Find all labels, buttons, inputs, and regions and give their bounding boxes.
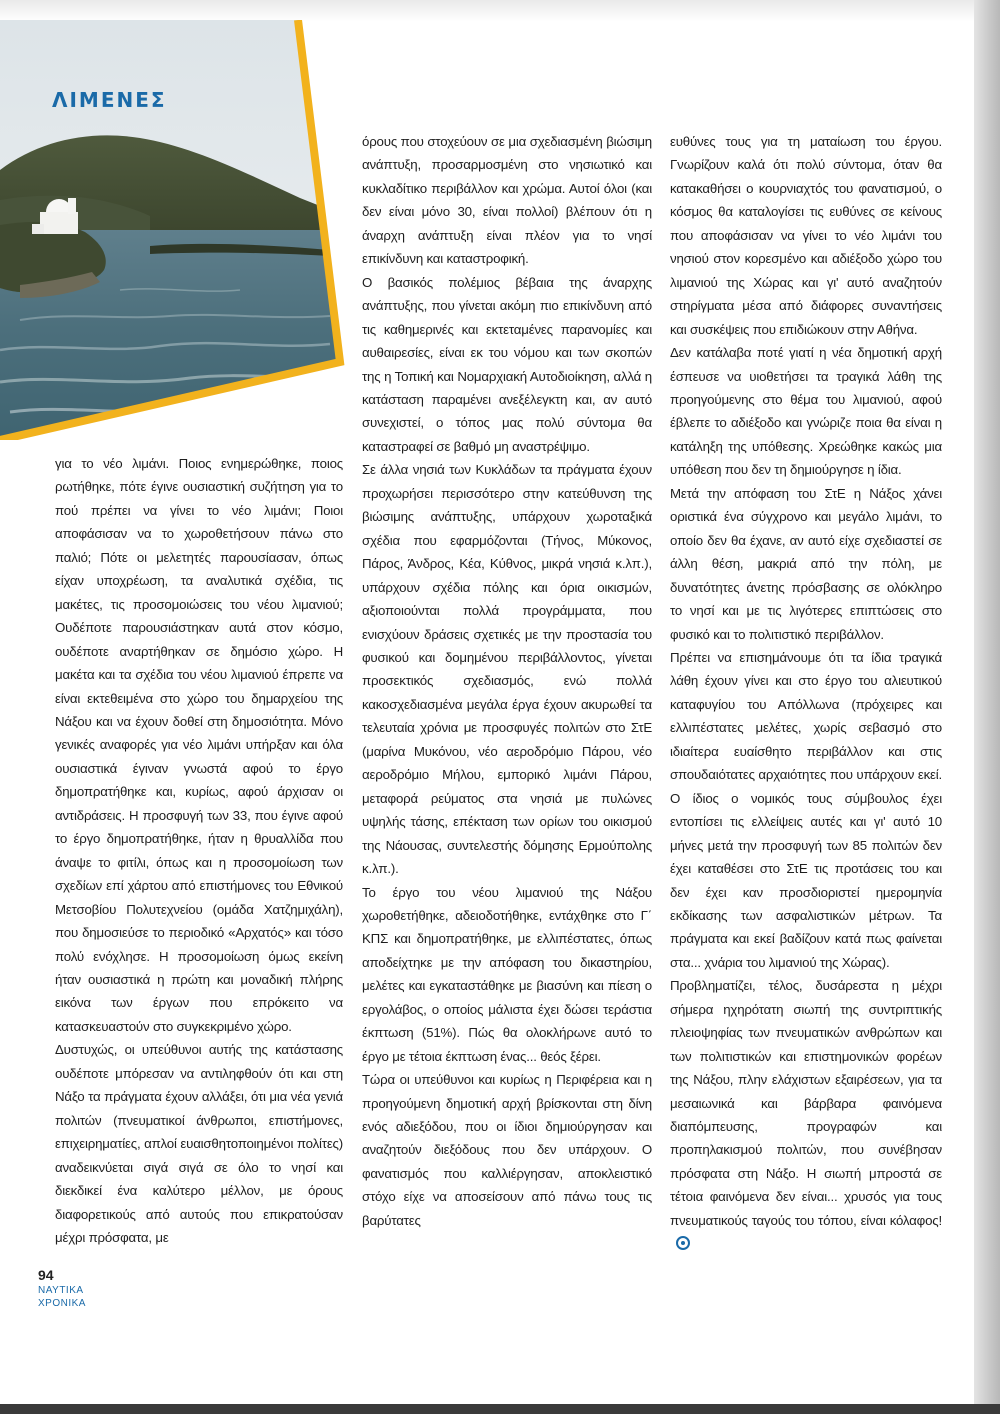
magazine-name-line-1: ΝΑΥΤΙΚΑ — [38, 1285, 84, 1296]
paragraph: ευθύνες τους για τη ματαίωση του έργου. Γνωρίζουν καλά ότι πολύ σύντομα, όταν θα κατακαθήσει ο κουρνιαχτός του φανατισμού, ο κόσμος θα καταλογίσει τις ευθύνες σε κείνους που αποφάσισαν να γίνει το νέο λιμάνι του νησιού στον κορεσμένο και αδιέξοδο χώρο του λιμανιού της Χώρας και γι' αυτό αναζητούν στηρίγματα μέσα από διάφορες συναντήσεις και συσκέψεις που επιδιώκουν στην Αθήνα. — [670, 134, 942, 337]
last-paragraph — [670, 974, 942, 1255]
paragraph: Τώρα οι υπεύθυνοι και κυρίως η Περιφέρεια και η προηγούμενη δημοτική αρχή βρίσκονται στη δίνη ενός αδιεξόδου, που οι ίδιοι δημιούργησαν και αναζητούν διεξόδους που δεν υπάρχουν. Ο φανατισμός που καλλιέργησαν, αποκλειστικό στόχο είχε να αποσείσουν από πάνω τους τις βαρύτατες — [362, 1072, 652, 1228]
paragraph: Δεν κατάλαβα ποτέ γιατί η νέα δημοτική αρχή έσπευσε να υιοθετήσει τα τραγικά λάθη της προηγούμενης στο θέμα του λιμανιού, αφού έβλεπε το αδιέξοδο και γνώριζε ποια θα είναι η κατάληξη της υπόθεσης. Χρεώθηκε κακώς μια υπόθεση που δεν τη δημιούργησε η ίδια. — [670, 345, 942, 478]
page-top-shadow — [0, 0, 1000, 22]
paragraph: όρους που στοχεύουν σε μια σχεδιασμένη βιώσιμη ανάπτυξη, προσαρμοσμένη στο νησιωτικό και κυκλαδίτικο περιβάλλον και χρώμα. Αυτοί όλοι (και δεν είναι μόνο 30, είναι πολλοί) βλέπουν ότι η άναρχη ανάπτυξη είναι πλέον για το νησί επικίνδυνη και καταστροφική. — [362, 134, 652, 267]
circle-dot-icon — [676, 1236, 690, 1250]
article-column-2 — [362, 130, 652, 1232]
paragraph: Μετά την απόφαση του ΣτΕ η Νάξος χάνει οριστικά ένα σύγχρονο και μεγάλο λιμάνι, το οποίο δεν θα έχανε, αν αυτό είχε σχεδιαστεί σε άλλη θέση, μακριά από την πόλη, με δυνατότητες άνετης πρόσβασης σε ολόκληρο το νησί και με τις λιγότερες επιπτώσεις στο φυσικό και το πολιτιστικό περιβάλλον. — [670, 485, 942, 642]
paragraph: για το νέο λιμάνι. Ποιος ενημερώθηκε, ποιος ρωτήθηκε, πότε έγινε ουσιαστική συζήτηση για το πού πρέπει να γίνει το νέο λιμάνι; Ποιοι αποφάσισαν να το χωροθετήσουν πάνω στο παλιό; Πότε οι μελετητές παρουσίασαν, όπως είχαν υποχρέωση, τα αναλυτικά σχέδια, τις μακέτες, τις προσομοιώσεις του νέου λιμανιού; Ουδέποτε παρουσιάστηκαν αυτά στον κόσμο, ουδέποτε αναρτήθηκαν σε δημόσιο χώρο. Η μακέτα και τα σχέδια του νέου λιμανιού έπρεπε να είναι εκτεθειμένα στο χώρο του δημαρχείου της Νάξου και να έχουν δοθεί στη δημοσιότητα. Μόνο γενικές αναφορές για νέο λιμάνι υπήρξαν και όλα ουσιαστικά έγιναν γνωστά αφού το έργο δημοπρατήθηκε και, κυρίως, αφού άρχισαν οι αντιδράσεις. Η προσφυγή των 33, που έγινε αφού το έργο δημοπρατήθηκε, ήταν η θρυαλλίδα που άναψε το φιτίλι, όπως και η προσομοίωση των σχεδίων επί χάρτου από επιστήμονες του Εθνικού Μετσοβίου Πολυτεχνείου (ομάδα Χατζημιχάλη), που δημοσιεύσε το περιοδικό «Αρχατός» και τόσο πολύ ενόχλησε. Η προσομοίωση όμως εκείνη ήταν ουσιαστικά η πρώτη και μοναδική πλήρης εικόνα των έργων που επρόκειτο να κατασκευαστούν στο συγκεκριμένο χώρο. — [55, 456, 343, 1034]
article-column-1 — [55, 452, 343, 1249]
paragraph-text: Προβληματίζει, τέλος, δυσάρεστα η μέχρι σήμερα ηχηρότατη σιωπή της συντριπτικής πλειοψηφίας των πνευματικών ανθρώπων και των πολιτιστικών και επιστημονικών φορέων της Νάξου, πλην ελάχιστων εξαιρέσεων, για τα μεσαιωνικά και βάρβαρα φαινόμενα διαπόμπευσης, προγραφών και προπηλακισμού πολιτών, που συνέβησαν πρόσφατα στη Νάξο. Η σιωπή μπροστά σε τέτοια φαινόμενα δεν είναι... χρυσός για τους πνευματικούς ταγούς του τόπου, είναι κόλαφος! — [670, 978, 942, 1228]
magazine-name-line-2: ΧΡΟΝΙΚΑ — [38, 1298, 86, 1309]
paragraph: Δυστυχώς, οι υπεύθυνοι αυτής της κατάστασης ουδέποτε μπόρεσαν να αντιληφθούν ότι και στη Νάξο τα πράγματα έχουν αλλάξει, ότι μια νέα γενιά πολιτών (πνευματικοί άνθρωποι, επιστήμονες, επιχειρηματίες, απλοί ευαισθητοποιημένοι πολίτες) αναδεικνύεται σιγά σιγά σε όλο το νησί και διεκδικεί ένα καλύτερο μέλλον, με όρους διαφορετικούς από αυτούς που επικρατούσαν μέχρι πρόσφατα, με — [55, 1042, 343, 1245]
page-number: 94 — [38, 1267, 54, 1283]
article-column-3 — [670, 130, 942, 1256]
page-edge-shadow — [974, 0, 1000, 1414]
coastline-photo — [0, 20, 360, 440]
paragraph: Σε άλλα νησιά των Κυκλάδων τα πράγματα έχουν προχωρήσει περισσότερο στην κατεύθυνση της βιώσιμης ανάπτυξης, υπάρχουν χωροταξικά σχέδια που εφαρμόζονται (Τήνος, Μύκονος, Πάρος, Άνδρος, Κέα, Κύθνος, μικρά νησιά κ.λπ.), υπάρχουν σχέδια πόλης και όρια οικισμών, αξιοποιούνται πολλά προγράμματα, που ενισχύουν δράσεις σχετικές με την προστασία του φυσικού και δομημένου περιβάλλοντος, γίνεται προσεκτικός σχεδιασμός, ενώ πολλά κακοσχεδιασμένα μεγάλα έργα έχουν ακυρωθεί τα τελευταία χρόνια με προσφυγές πολιτών στο ΣτΕ (μαρίνα Μυκόνου, νέο αεροδρόμιο Πάρου, νέο αεροδρόμιο Μήλου, εμπορικό λιμάνι Πάρου, μεταφορά ρεύματος στα νησιά με πυλώνες υψηλής τάσης, επέκταση των ορίων του οικισμού της Νάουσας, συντελεστής δόμησης Ερμούπολης κ.λπ.). — [362, 462, 652, 877]
paragraph: Το έργο του νέου λιμανιού της Νάξου χωροθετήθηκε, αδειοδοτήθηκε, εντάχθηκε στο Γ΄ ΚΠΣ και δημοπρατήθηκε, με ελλιπέστατες, όπως αποδείχτηκε με την απόφαση του δικαστηρίου, μελέτες και εγκαταστάθηκε με βιασύνη και πίεση ο εργολάβος, ο οποίος μάλιστα έχει δώσει τεράστια έκπτωση (51%). Πώς θα ολοκλήρωνε αυτό το έργο με τέτοια έκπτωση ένας... θεός ξέρει. — [362, 884, 652, 1064]
bottom-edge-bar — [0, 1404, 1000, 1414]
coastline-photo-graphic — [0, 20, 360, 440]
section-title: ΛΙΜΕΝΕΣ — [52, 88, 167, 112]
page-footer — [38, 1267, 86, 1309]
paragraph: Ο βασικός πολέμιος βέβαια της άναρχης ανάπτυξης, που γίνεται ακόμη πιο επικίνδυνη από τις καθημερινές και εκτεταμένες παρανομίες και αυθαιρεσίες, είναι εκ του νόμου και των σκοπών της η Τοπική και Νομαρχιακή Αυτοδιοίκηση, αλλά η κατάσταση παραμένει ανεξέλεγκτη και, αν αυτό συνεχιστεί, ο τόπος μας πολύ σύντομα θα καταστραφεί σε βαθμό μη αναστρέψιμο. — [362, 274, 652, 454]
paragraph: Πρέπει να επισημάνουμε ότι τα ίδια τραγικά λάθη έχουν γίνει και στο έργο του αλιευτικού καταφυγίου του Απόλλωνα (πρόχειρες και ελλιπέστατες μελέτες, χωρίς σεβασμό στο ιδιαίτερα ευαίσθητο περιβάλλον και στις σπουδαιότατες αρχαιότητες που υπάρχουν εκεί. Ο ίδιος ο νομικός τους σύμβουλος έχει εντοπίσει τις ελλείψεις αυτές και γι' αυτό 10 μήνες μετά την προσφυγή των 85 πολιτών δεν έχει καταθέσει στο ΣτΕ τις προτάσεις του και δεν έχει καν προσδιοριστεί ημερομηνία εκδίκασης των ασφαλιστικών μέτρων. Τα πράγματα και εκεί βαδίζουν κατά πως φαίνεται στα... χνάρια του λιμανιού της Χώρας). — [670, 649, 942, 970]
